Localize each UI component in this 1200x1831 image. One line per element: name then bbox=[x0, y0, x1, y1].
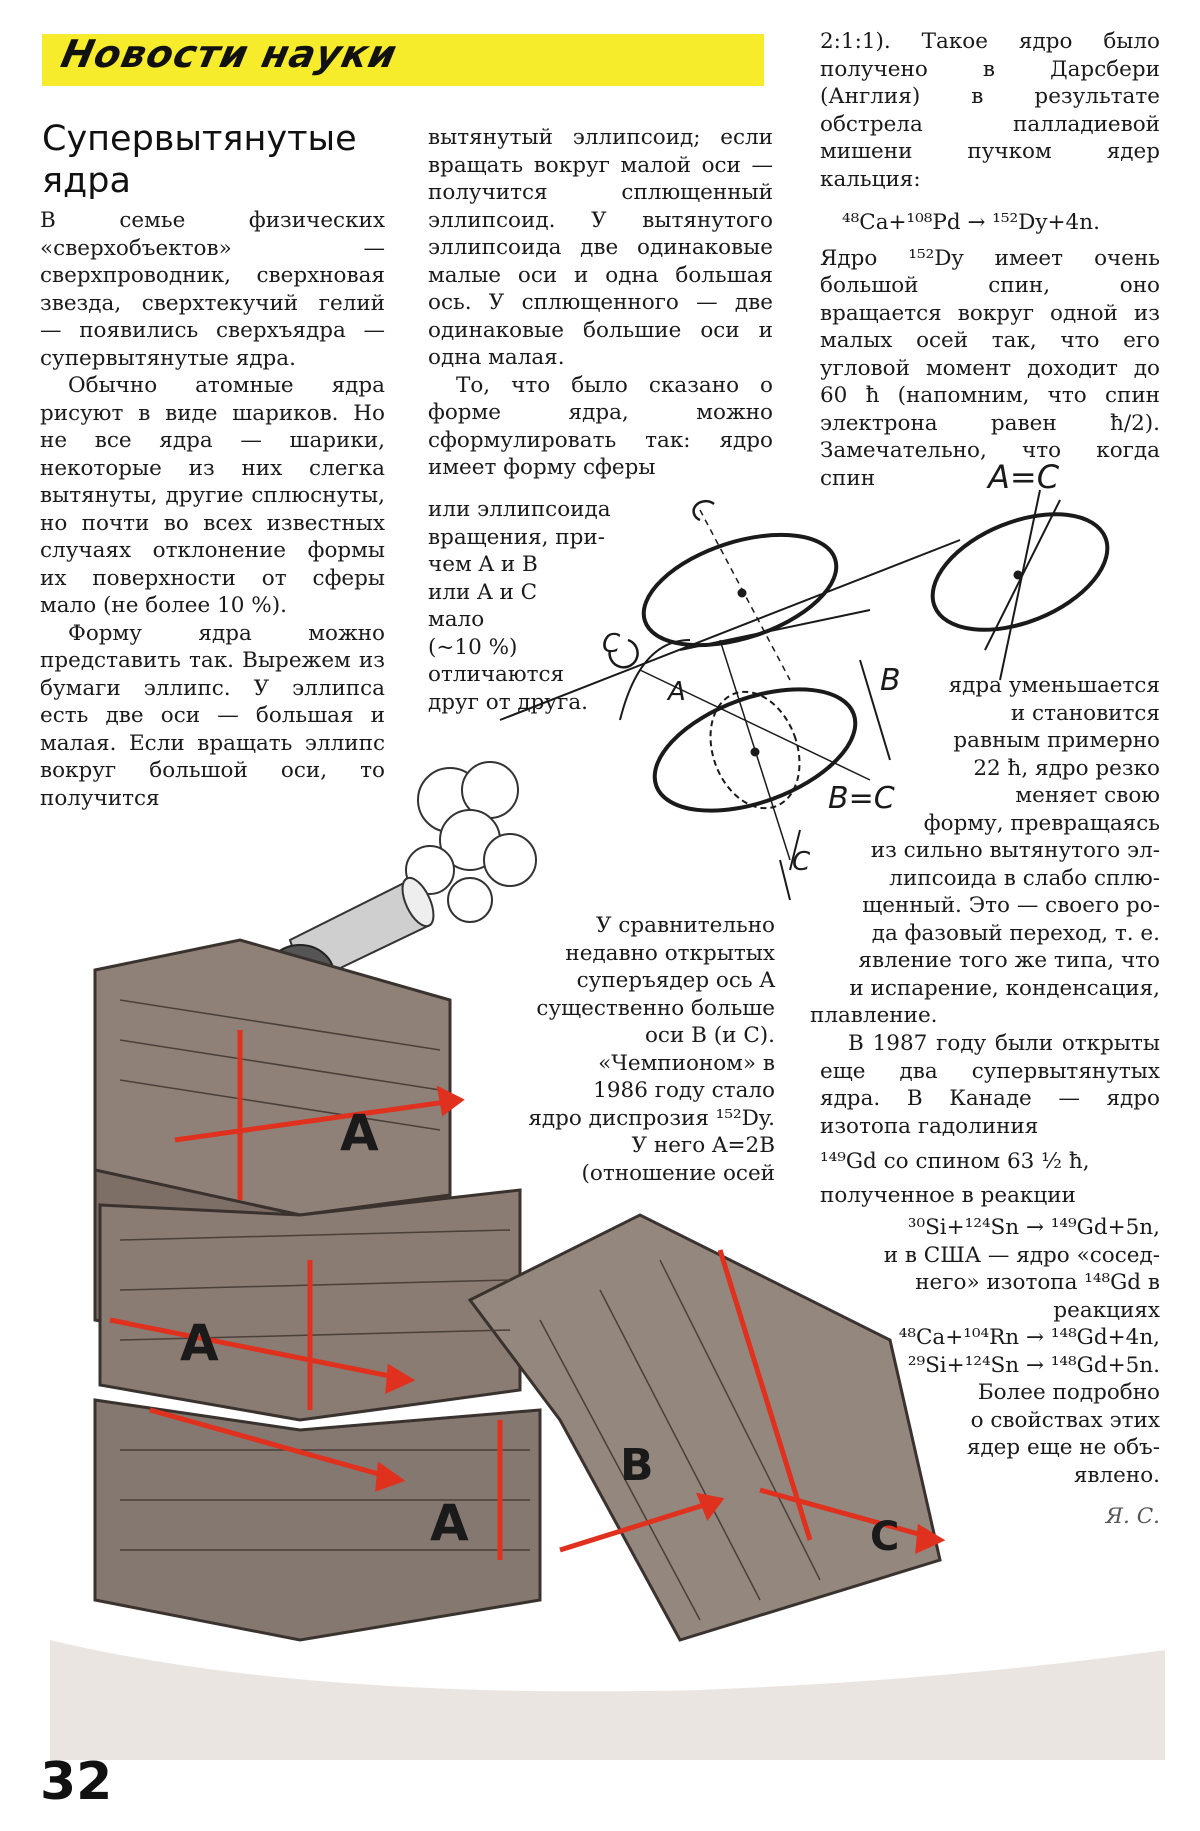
label-a: A bbox=[668, 677, 686, 707]
col3-line: явление того же типа, что bbox=[858, 948, 1160, 973]
col2-line: мало bbox=[428, 607, 485, 632]
col2-line: или A и C bbox=[428, 579, 538, 605]
crate-label-a: A bbox=[430, 1494, 469, 1552]
col3-line: плавление. bbox=[810, 1003, 938, 1028]
col3-paragraph: В 1987 году были открыты еще два супервытянутых ядра. В Канаде — ядро изотопа гадолиния bbox=[820, 1031, 1160, 1139]
col1-paragraph: Форму ядра можно представить так. Вырежем из бумаги эллипс. У эллипса есть две оси — большая и малая. Если вращать эллипс вокруг большой оси, то получится bbox=[40, 620, 385, 811]
col3-line: форму, превращаясь bbox=[923, 810, 1160, 836]
col2-line: вращения, при- bbox=[428, 524, 605, 550]
crates bbox=[95, 940, 940, 1640]
col2-lower-line: У него A=2B bbox=[631, 1133, 775, 1158]
col3-line: реакциях bbox=[1053, 1297, 1160, 1323]
ground-shadow bbox=[50, 1640, 1165, 1760]
col2-line: или эллипсоида bbox=[428, 497, 611, 522]
col3-line: из сильно вытянутого эл- bbox=[870, 838, 1160, 863]
col3-line: 22 ħ, ядро резко bbox=[973, 755, 1160, 781]
col3-line: меняет свою bbox=[1015, 783, 1160, 808]
col3-line: ядра уменьшается bbox=[948, 673, 1160, 698]
col2-lower-line: недавно открытых bbox=[565, 940, 775, 966]
reaction-2: ³⁰Si+¹²⁴Sn → ¹⁴⁹Gd+5n, bbox=[907, 1215, 1160, 1240]
col3-line: него» изотопа ¹⁴⁸Gd в bbox=[915, 1270, 1160, 1295]
col3-line: Более подробно bbox=[977, 1380, 1160, 1405]
gd149-line: ¹⁴⁹Gd со спином 63 ½ ħ, bbox=[820, 1149, 1090, 1174]
col3-line: и испарение, конденсация, bbox=[849, 975, 1160, 1001]
label-b-eq-c: B=C bbox=[828, 781, 895, 816]
label-c-left: C bbox=[602, 629, 621, 659]
col3-line: да фазовый переход, т. е. bbox=[871, 920, 1160, 946]
col3-line: щенный. Это — своего ро- bbox=[862, 893, 1160, 918]
label-b: B bbox=[880, 663, 901, 698]
col3-line: равным примерно bbox=[953, 728, 1160, 753]
reaction-3: ⁴⁸Ca+¹⁰⁴Rn → ¹⁴⁸Gd+4n, bbox=[898, 1325, 1160, 1350]
col2-lower-line: существенно больше bbox=[536, 995, 775, 1021]
crate-label-b: B bbox=[620, 1440, 654, 1491]
crate-bottom bbox=[95, 1400, 540, 1640]
col2-line: (~10 %) bbox=[428, 634, 518, 660]
col2-line: чем A и B bbox=[428, 552, 538, 577]
crate-top bbox=[95, 940, 450, 1215]
col3-paragraph: Ядро ¹⁵²Dy имеет очень большой спин, оно вращается вокруг одной из малых осей так, что его угловой момент доходит до 60 ħ (напомним, что спин электрона равен ħ/2). Замечательно, что когда спин bbox=[820, 245, 1160, 491]
col3-paragraph: полученное в реакции bbox=[820, 1182, 1076, 1208]
col3-line: явлено. bbox=[1073, 1462, 1160, 1488]
crate-label-a: A bbox=[180, 1314, 219, 1372]
col3-line: о свойствах этих bbox=[970, 1407, 1160, 1433]
col2-paragraph: вытянутый эллипсоид; если вращать вокруг малой оси — получится сплющенный эллипсоид. У вытянутого эллипсоида две одинаковые малые оси и одна большая ось. У сплющенного — две одинаковые большие оси и одна малая. bbox=[428, 125, 773, 370]
col2-line: друг от друга. bbox=[428, 689, 588, 715]
reaction-1: ⁴⁸Ca+¹⁰⁸Pd → ¹⁵²Dy+4n. bbox=[842, 210, 1100, 235]
col2-lower-line: ядро диспрозия ¹⁵²Dy. bbox=[528, 1105, 775, 1131]
col3-paragraph: 2:1:1). Такое ядро было получено в Дарсбери (Англия) в результате обстрела палладиевой мишени пучком ядер кальция: bbox=[820, 29, 1160, 192]
article-headline: Супервытянутые ядра bbox=[42, 119, 357, 201]
col3-line: и в США — ядро «сосед- bbox=[883, 1242, 1160, 1268]
label-a-eq-c: A=C bbox=[988, 458, 1060, 496]
section-banner-title: Новости науки bbox=[57, 32, 402, 76]
page-number: 32 bbox=[40, 1752, 113, 1812]
col3-line: и становится bbox=[1010, 700, 1160, 726]
col3-line: ядер еще не объ- bbox=[966, 1435, 1160, 1460]
col1-paragraph: В семье физических «сверхобъектов» — сверхпроводник, сверхновая звезда, сверхтекучий гелий — появились сверхъядра — супервытянутые ядра. bbox=[40, 208, 385, 371]
label-c-bottom: C bbox=[792, 847, 811, 877]
crate-label-c: C bbox=[870, 1514, 900, 1560]
col2-lower-line: суперъядер ось A bbox=[576, 968, 775, 993]
col2-lower-line: (отношение осей bbox=[581, 1160, 775, 1186]
col1-paragraph: Обычно атомные ядра рисуют в виде шариков. Но не все ядра — шарики, некоторые из них слегка вытянуты, другие сплюснуты, но почти во всех известных случаях отклонение формы их поверхности от сферы мало (не более 10 %). bbox=[40, 373, 385, 618]
col3-line: липсоида в слабо сплю- bbox=[889, 865, 1160, 891]
col2-line: отличаются bbox=[428, 662, 565, 687]
col2-lower-line: «Чемпионом» в bbox=[598, 1050, 775, 1076]
col2-lower-line: У сравнительно bbox=[595, 913, 775, 938]
col2-lower-line: оси B (и C). bbox=[644, 1023, 775, 1048]
col2-paragraph: То, что было сказано о форме ядра, можно сформулировать так: ядро имеет форму сферы bbox=[428, 372, 773, 480]
author-signature: Я. С. bbox=[1105, 1504, 1160, 1529]
reaction-4: ²⁹Si+¹²⁴Sn → ¹⁴⁸Gd+5n. bbox=[907, 1352, 1160, 1378]
crate-label-a: A bbox=[340, 1104, 379, 1162]
ellipse-diagram bbox=[500, 490, 1124, 900]
col2-lower-line: 1986 году стало bbox=[593, 1078, 775, 1103]
